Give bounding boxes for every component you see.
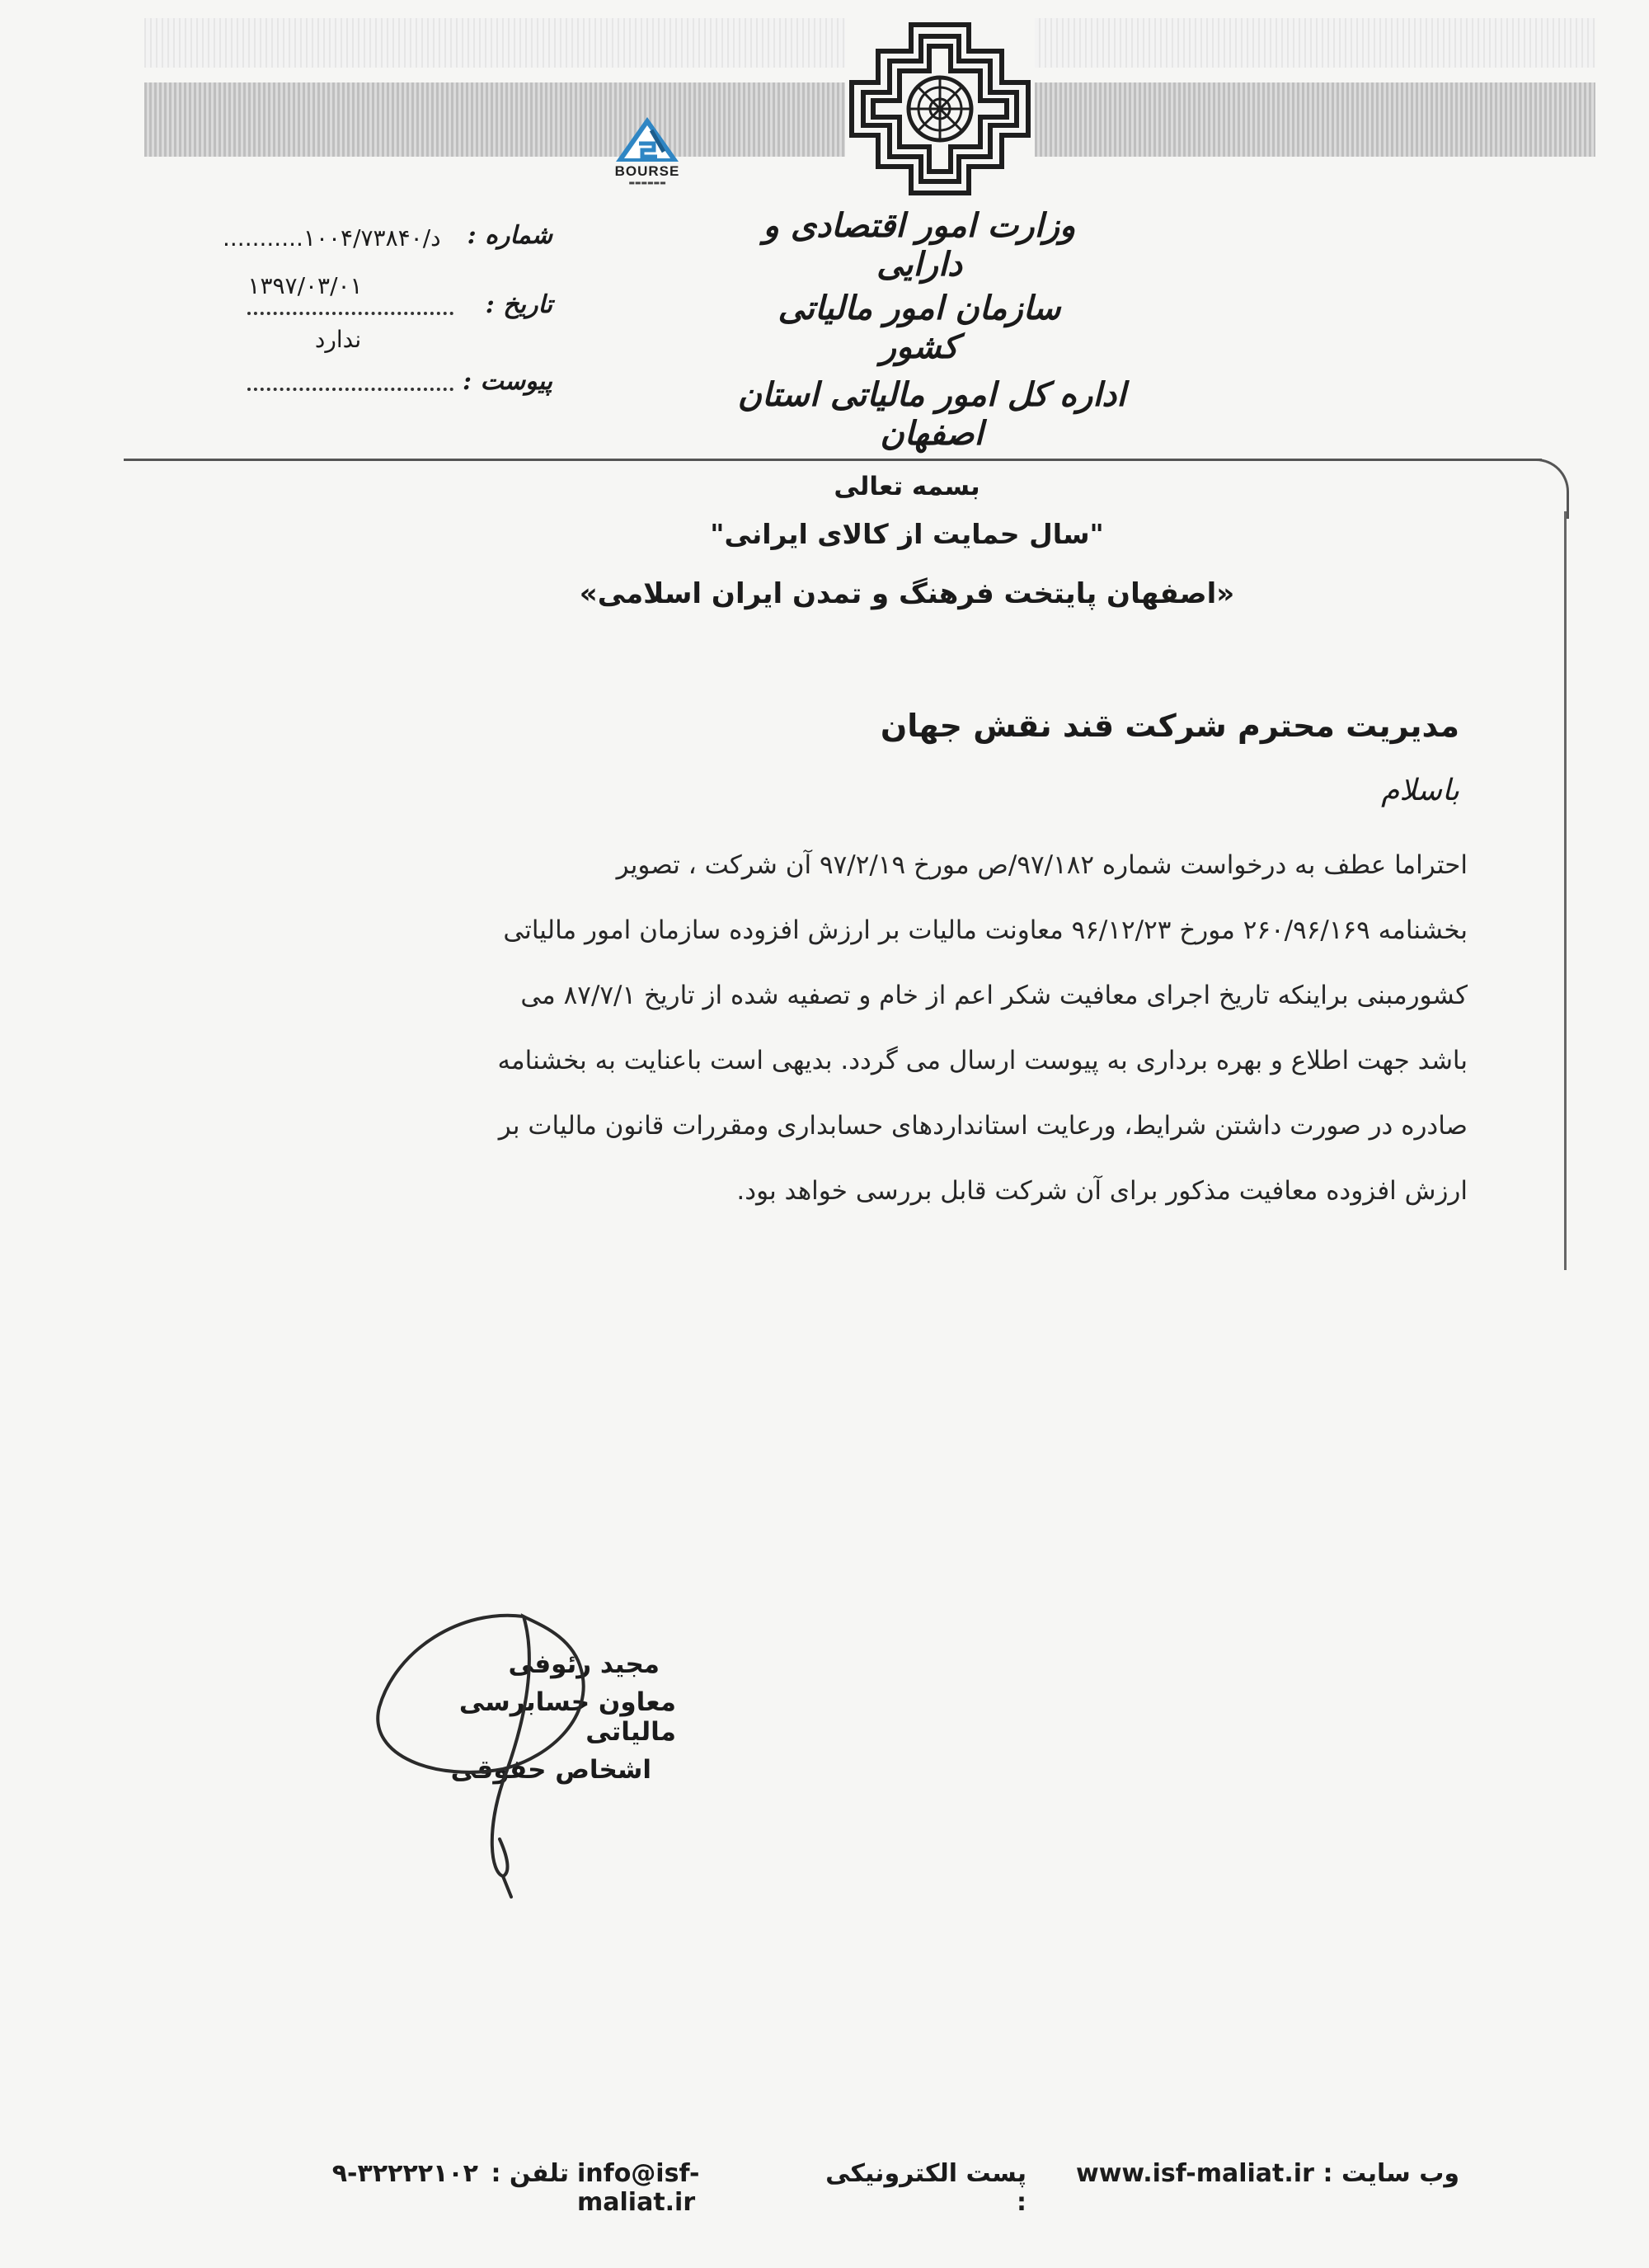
bourse-logo-text: BOURSE bbox=[614, 163, 680, 179]
national-tax-administration-emblem-icon bbox=[845, 18, 1035, 200]
letter-body bbox=[231, 833, 1468, 1224]
date-label: تاریخ : bbox=[485, 290, 552, 319]
letter-frame-corner bbox=[1534, 459, 1569, 519]
bourse-logo-subtext: ▬▬▬▬▬▬ bbox=[628, 179, 666, 186]
footer-email-label: پست الکترونیکی : bbox=[825, 2159, 1027, 2217]
attachment-label: پیوست : bbox=[462, 367, 552, 396]
footer-phone: ۹-۳۲۲۲۲۱۰۲ bbox=[331, 2159, 478, 2188]
ministry-name: وزارت امور اقتصادی و دارایی bbox=[763, 206, 1076, 284]
footer-email[interactable]: info@isf-maliat.ir bbox=[577, 2159, 700, 2217]
bourse-logo bbox=[606, 114, 688, 188]
letter-frame-right-line bbox=[1564, 511, 1567, 1270]
slogan-year: "سال حمایت از کالای ایرانی" bbox=[710, 518, 1104, 550]
department-name: اداره کل امور مالیاتی استان اصفهان bbox=[737, 375, 1126, 453]
body-line: کشورمبنی براینکه تاریخ اجرای معافیت شکر اعم از خام و تصفیه شده از تاریخ ۸۷/۷/۱ می bbox=[520, 981, 1468, 1010]
date-value: ۱۳۹۷/۰۳/۰۱ bbox=[247, 272, 363, 299]
signer-department: اشخاص حقوقی bbox=[450, 1755, 651, 1785]
body-line: باشد جهت اطلاع و بهره برداری به پیوست ارسال می گردد. بدیهی است باعنایت به بخشنامه bbox=[497, 1046, 1468, 1075]
bourse-logo-icon bbox=[606, 114, 688, 165]
slogan-isfahan: «اصفهان پایتخت فرهنگ و تمدن ایران اسلامی» bbox=[579, 577, 1235, 610]
body-line: صادره در صورت داشتن شرایط، ورعایت استانداردهای حسابداری ومقررات قانون مالیات بر bbox=[498, 1111, 1468, 1141]
letter-frame-top-line bbox=[124, 459, 1542, 461]
number-label: شماره : bbox=[467, 221, 552, 250]
body-line: احتراما عطف به درخواست شماره ۹۷/۱۸۲/ص مورخ ۹۷/۲/۱۹ آن شرکت ، تصویر bbox=[616, 850, 1468, 880]
invocation: بسمه تعالی bbox=[834, 472, 980, 501]
signer-name: مجید رئوفی bbox=[508, 1649, 660, 1679]
signer-title: معاون حسابرسی مالیاتی bbox=[458, 1687, 676, 1747]
body-line: ارزش افزوده معافیت مذکور برای آن شرکت قابل بررسی خواهد بود. bbox=[736, 1176, 1468, 1206]
organization-name: سازمان امور مالیاتی کشور bbox=[778, 289, 1061, 366]
number-value: د/۱۰۰۴/۷۳۸۴۰........... bbox=[223, 224, 441, 252]
handwritten-signature-icon bbox=[346, 1592, 676, 1922]
footer-website[interactable]: www.isf-maliat.ir bbox=[1076, 2159, 1314, 2188]
footer-phone-label: تلفن : bbox=[491, 2159, 569, 2188]
addressee: مدیریت محترم شرکت قند نقش جهان bbox=[880, 708, 1459, 744]
date-dotted-line bbox=[247, 312, 453, 315]
attachment-value: ندارد bbox=[314, 326, 362, 353]
body-line: بخشنامه ۲۶۰/۹۶/۱۶۹ مورخ ۹۶/۱۲/۲۳ معاونت مالیات بر ارزش افزوده سازمان امور مالیاتی bbox=[503, 915, 1468, 945]
attachment-dotted-line bbox=[247, 388, 453, 391]
footer-website-label: وب سایت : bbox=[1322, 2159, 1459, 2188]
greeting: باسلام bbox=[1381, 774, 1459, 807]
